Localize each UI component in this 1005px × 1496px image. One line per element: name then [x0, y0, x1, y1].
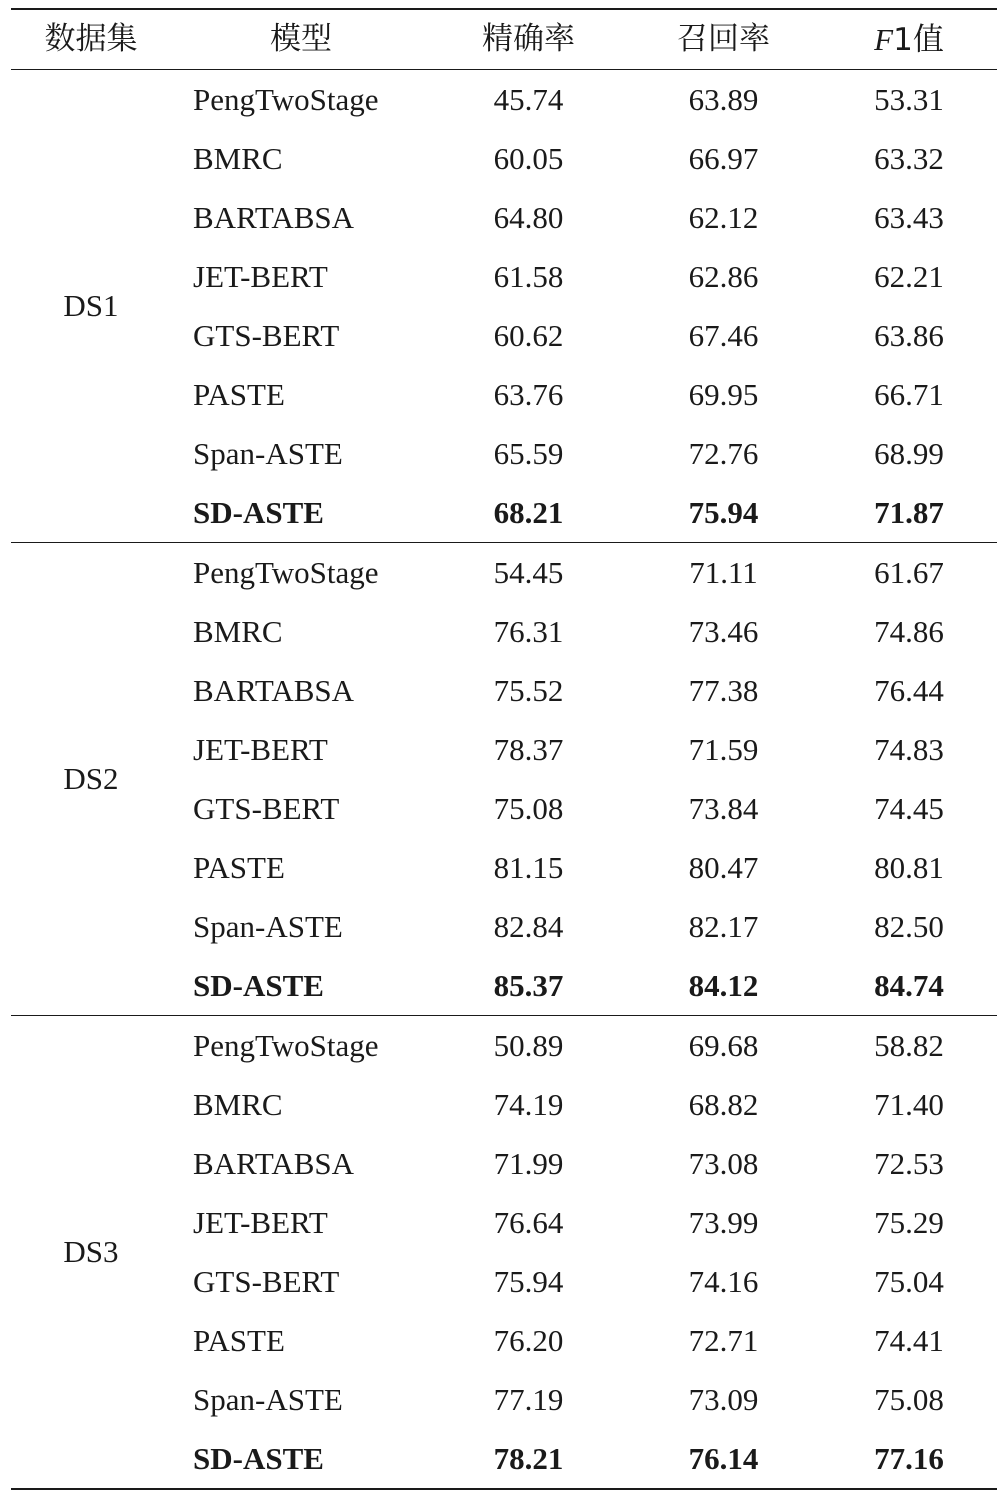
precision-cell: 85.37 — [493, 968, 564, 1003]
recall-cell: 71.59 — [688, 732, 759, 767]
recall-cell: 75.94 — [688, 495, 759, 530]
f1-cell: 72.53 — [874, 1146, 944, 1181]
f1-cell: 71.87 — [874, 495, 944, 530]
table-body — [11, 70, 997, 1490]
recall-cell: 76.14 — [688, 1441, 759, 1476]
precision-cell: 76.31 — [493, 614, 564, 649]
recall-cell: 73.09 — [688, 1382, 759, 1417]
dataset-group-ds2 — [11, 543, 997, 1015]
table-row — [171, 720, 997, 779]
precision-cell: 74.19 — [493, 1087, 564, 1122]
recall-cell: 62.12 — [688, 200, 759, 235]
f1-cell: 63.86 — [874, 318, 944, 353]
table-row — [171, 424, 997, 483]
table-row — [171, 1429, 997, 1488]
header-precision: 精确率 — [482, 21, 575, 57]
recall-cell: 67.46 — [688, 318, 759, 353]
precision-cell: 78.21 — [493, 1441, 564, 1476]
header-recall: 召回率 — [677, 21, 770, 57]
recall-cell: 74.16 — [688, 1264, 759, 1299]
f1-cell: 77.16 — [874, 1441, 944, 1476]
model-cell: SD-ASTE — [193, 968, 324, 1003]
f1-cell: 75.29 — [874, 1205, 944, 1240]
model-cell: PengTwoStage — [193, 82, 379, 117]
model-cell: PASTE — [193, 377, 285, 412]
recall-cell: 84.12 — [688, 968, 759, 1003]
precision-cell: 65.59 — [493, 436, 564, 471]
f1-cell: 62.21 — [874, 259, 944, 294]
f1-cell: 68.99 — [874, 436, 944, 471]
recall-cell: 72.76 — [688, 436, 759, 471]
table-row — [171, 602, 997, 661]
f1-cell: 75.08 — [874, 1382, 944, 1417]
model-cell: JET-BERT — [193, 1205, 328, 1240]
model-cell: GTS-BERT — [193, 318, 340, 353]
f1-cell: 58.82 — [874, 1028, 944, 1063]
model-cell: SD-ASTE — [193, 495, 324, 530]
recall-cell: 82.17 — [688, 909, 759, 944]
precision-cell: 82.84 — [493, 909, 564, 944]
model-cell: PengTwoStage — [193, 555, 379, 590]
f1-cell: 74.41 — [874, 1323, 944, 1358]
precision-cell: 71.99 — [493, 1146, 564, 1181]
table-row — [171, 1193, 997, 1252]
header-row — [11, 10, 997, 69]
table-row — [171, 188, 997, 247]
results-table — [11, 8, 997, 1490]
f1-cell: 63.32 — [874, 141, 944, 176]
recall-cell: 62.86 — [688, 259, 759, 294]
table-row — [171, 70, 997, 129]
dataset-group-ds3 — [11, 1016, 997, 1488]
precision-cell: 78.37 — [493, 732, 564, 767]
model-cell: GTS-BERT — [193, 791, 340, 826]
model-cell: BMRC — [193, 141, 283, 176]
precision-cell: 75.08 — [493, 791, 564, 826]
f1-cell: 82.50 — [874, 909, 944, 944]
table-row — [171, 1134, 997, 1193]
table-row — [171, 897, 997, 956]
model-cell: SD-ASTE — [193, 1441, 324, 1476]
model-cell: Span-ASTE — [193, 909, 343, 944]
model-cell: BARTABSA — [193, 673, 355, 708]
model-cell: PengTwoStage — [193, 1028, 379, 1063]
precision-cell: 54.45 — [493, 555, 564, 590]
precision-cell: 76.20 — [493, 1323, 564, 1358]
precision-cell: 60.62 — [493, 318, 564, 353]
table-row — [171, 129, 997, 188]
f1-cell: 84.74 — [874, 968, 944, 1003]
recall-cell: 72.71 — [688, 1323, 759, 1358]
precision-cell: 77.19 — [493, 1382, 564, 1417]
recall-cell: 69.68 — [688, 1028, 759, 1063]
bottom-rule — [11, 1488, 997, 1490]
model-cell: Span-ASTE — [193, 436, 343, 471]
precision-cell: 75.52 — [493, 673, 564, 708]
table-row — [171, 1370, 997, 1429]
precision-cell: 63.76 — [493, 377, 564, 412]
model-cell: PASTE — [193, 1323, 285, 1358]
dataset-label: DS1 — [63, 288, 119, 323]
recall-cell: 80.47 — [688, 850, 759, 885]
table-row — [171, 956, 997, 1015]
header-f1-rest: 1值 — [893, 21, 944, 58]
header-dataset: 数据集 — [44, 21, 138, 57]
model-cell: JET-BERT — [193, 259, 328, 294]
f1-cell: 74.86 — [874, 614, 944, 649]
table-row — [171, 1311, 997, 1370]
table-row — [171, 306, 997, 365]
recall-cell: 73.08 — [688, 1146, 759, 1181]
header-f1 — [821, 10, 997, 70]
table-row — [171, 543, 997, 602]
model-cell: GTS-BERT — [193, 1264, 340, 1299]
f1-cell: 74.45 — [874, 791, 944, 826]
table-row — [171, 838, 997, 897]
model-cell: Span-ASTE — [193, 1382, 343, 1417]
recall-cell: 69.95 — [688, 377, 759, 412]
table-row — [171, 365, 997, 424]
table-row — [171, 483, 997, 542]
recall-cell: 68.82 — [688, 1087, 759, 1122]
table-row — [171, 779, 997, 838]
precision-cell: 45.74 — [493, 82, 564, 117]
model-cell: BMRC — [193, 614, 283, 649]
f1-cell: 76.44 — [874, 673, 944, 708]
table-row — [171, 247, 997, 306]
table-row — [171, 661, 997, 720]
model-cell: BARTABSA — [193, 200, 355, 235]
table-row — [171, 1016, 997, 1075]
f1-cell: 75.04 — [874, 1264, 944, 1299]
table-row — [171, 1252, 997, 1311]
precision-cell: 64.80 — [493, 200, 564, 235]
precision-cell: 75.94 — [493, 1264, 564, 1299]
f1-cell: 61.67 — [874, 555, 944, 590]
model-cell: BARTABSA — [193, 1146, 355, 1181]
recall-cell: 71.11 — [689, 555, 758, 590]
precision-cell: 76.64 — [493, 1205, 564, 1240]
precision-cell: 50.89 — [493, 1028, 564, 1063]
model-cell: PASTE — [193, 850, 285, 885]
dataset-label: DS3 — [63, 1234, 119, 1269]
model-cell: JET-BERT — [193, 732, 328, 767]
header-f1-italic: F — [874, 21, 894, 57]
table-row — [171, 1075, 997, 1134]
f1-cell: 53.31 — [874, 82, 944, 117]
model-cell: BMRC — [193, 1087, 283, 1122]
f1-cell: 71.40 — [874, 1087, 944, 1122]
precision-cell: 68.21 — [493, 495, 564, 530]
dataset-label: DS2 — [63, 761, 119, 796]
recall-cell: 73.84 — [688, 791, 759, 826]
recall-cell: 63.89 — [688, 82, 759, 117]
precision-cell: 81.15 — [493, 850, 564, 885]
f1-cell: 66.71 — [874, 377, 944, 412]
f1-cell: 74.83 — [874, 732, 944, 767]
recall-cell: 73.99 — [688, 1205, 759, 1240]
recall-cell: 73.46 — [688, 614, 759, 649]
header-model: 模型 — [270, 21, 332, 57]
f1-cell: 63.43 — [874, 200, 944, 235]
dataset-group-ds1 — [11, 70, 997, 542]
f1-cell: 80.81 — [874, 850, 944, 885]
recall-cell: 66.97 — [688, 141, 759, 176]
precision-cell: 61.58 — [493, 259, 564, 294]
precision-cell: 60.05 — [493, 141, 564, 176]
recall-cell: 77.38 — [688, 673, 759, 708]
